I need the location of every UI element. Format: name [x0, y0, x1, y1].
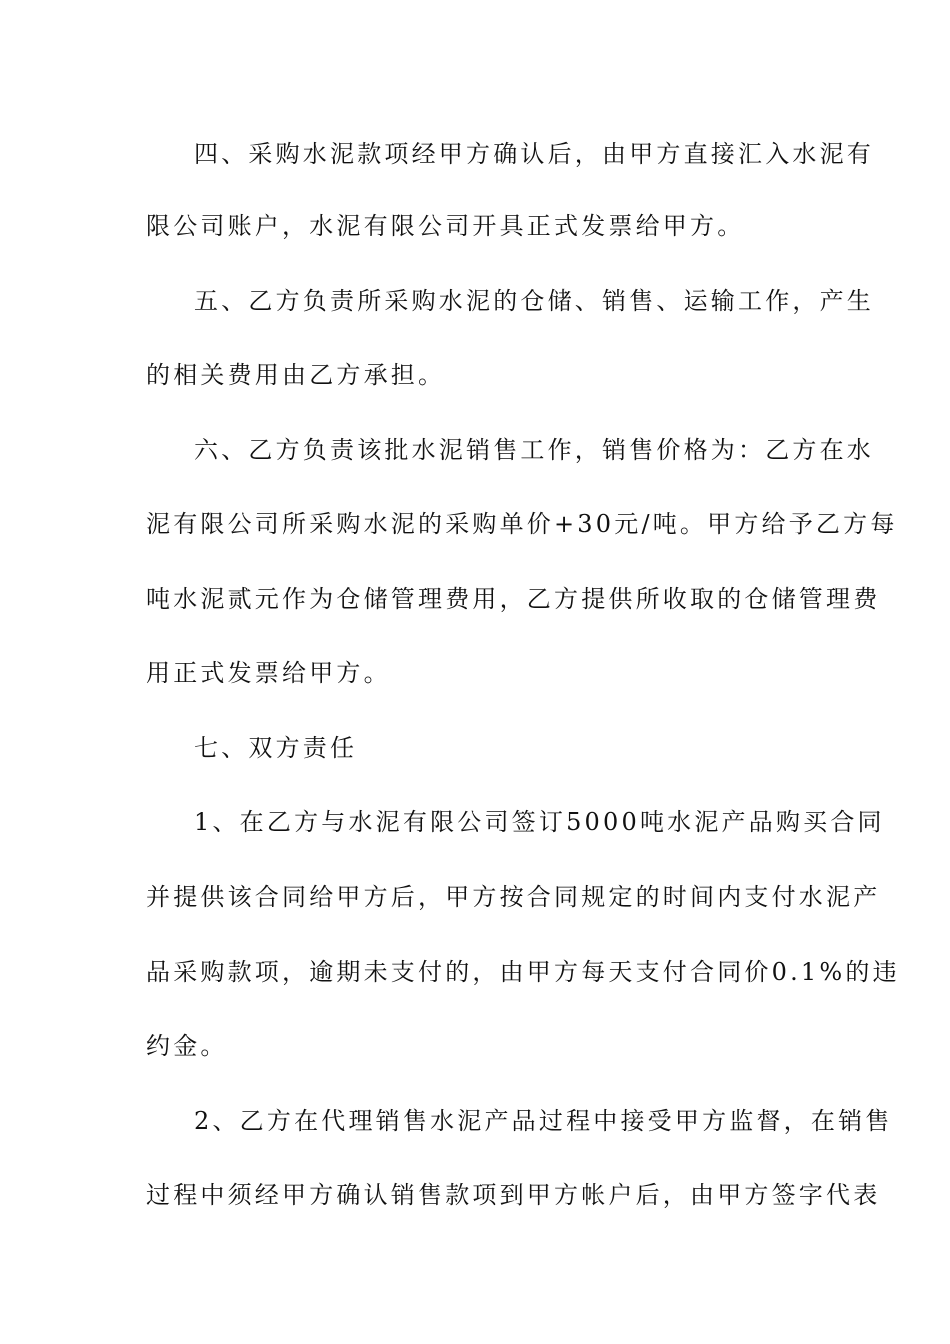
paragraph-4-line-2: 限公司账户，水泥有限公司开具正式发票给甲方。	[146, 212, 745, 240]
paragraph-5-line-1: 五、乙方负责所采购水泥的仓储、销售、运输工作，产生	[194, 287, 874, 315]
paragraph-4-line-1: 四、采购水泥款项经甲方确认后，由甲方直接汇入水泥有	[194, 140, 874, 168]
clause-1-line-1: 1、在乙方与水泥有限公司签订5000吨水泥产品购买合同	[194, 808, 885, 836]
clause-1-line-4: 约金。	[146, 1032, 228, 1060]
paragraph-6-line-3: 吨水泥贰元作为仓储管理费用，乙方提供所收取的仓储管理费	[146, 585, 881, 613]
clause-1-line-2: 并提供该合同给甲方后，甲方按合同规定的时间内支付水泥产	[146, 883, 881, 911]
paragraph-6-line-4: 用正式发票给甲方。	[146, 659, 391, 687]
clause-2-line-2: 过程中须经甲方确认销售款项到甲方帐户后，由甲方签字代表	[146, 1181, 881, 1209]
section-heading-7: 七、双方责任	[194, 734, 358, 762]
paragraph-6-line-1: 六、乙方负责该批水泥销售工作，销售价格为：乙方在水	[194, 436, 874, 464]
paragraph-6-line-2: 泥有限公司所采购水泥的采购单价+30元/吨。甲方给予乙方每	[146, 510, 898, 538]
clause-2-line-1: 2、乙方在代理销售水泥产品过程中接受甲方监督，在销售	[194, 1107, 893, 1135]
clause-1-line-3: 品采购款项，逾期未支付的，由甲方每天支付合同价0.1%的违	[146, 958, 900, 986]
paragraph-5-line-2: 的相关费用由乙方承担。	[146, 361, 446, 389]
